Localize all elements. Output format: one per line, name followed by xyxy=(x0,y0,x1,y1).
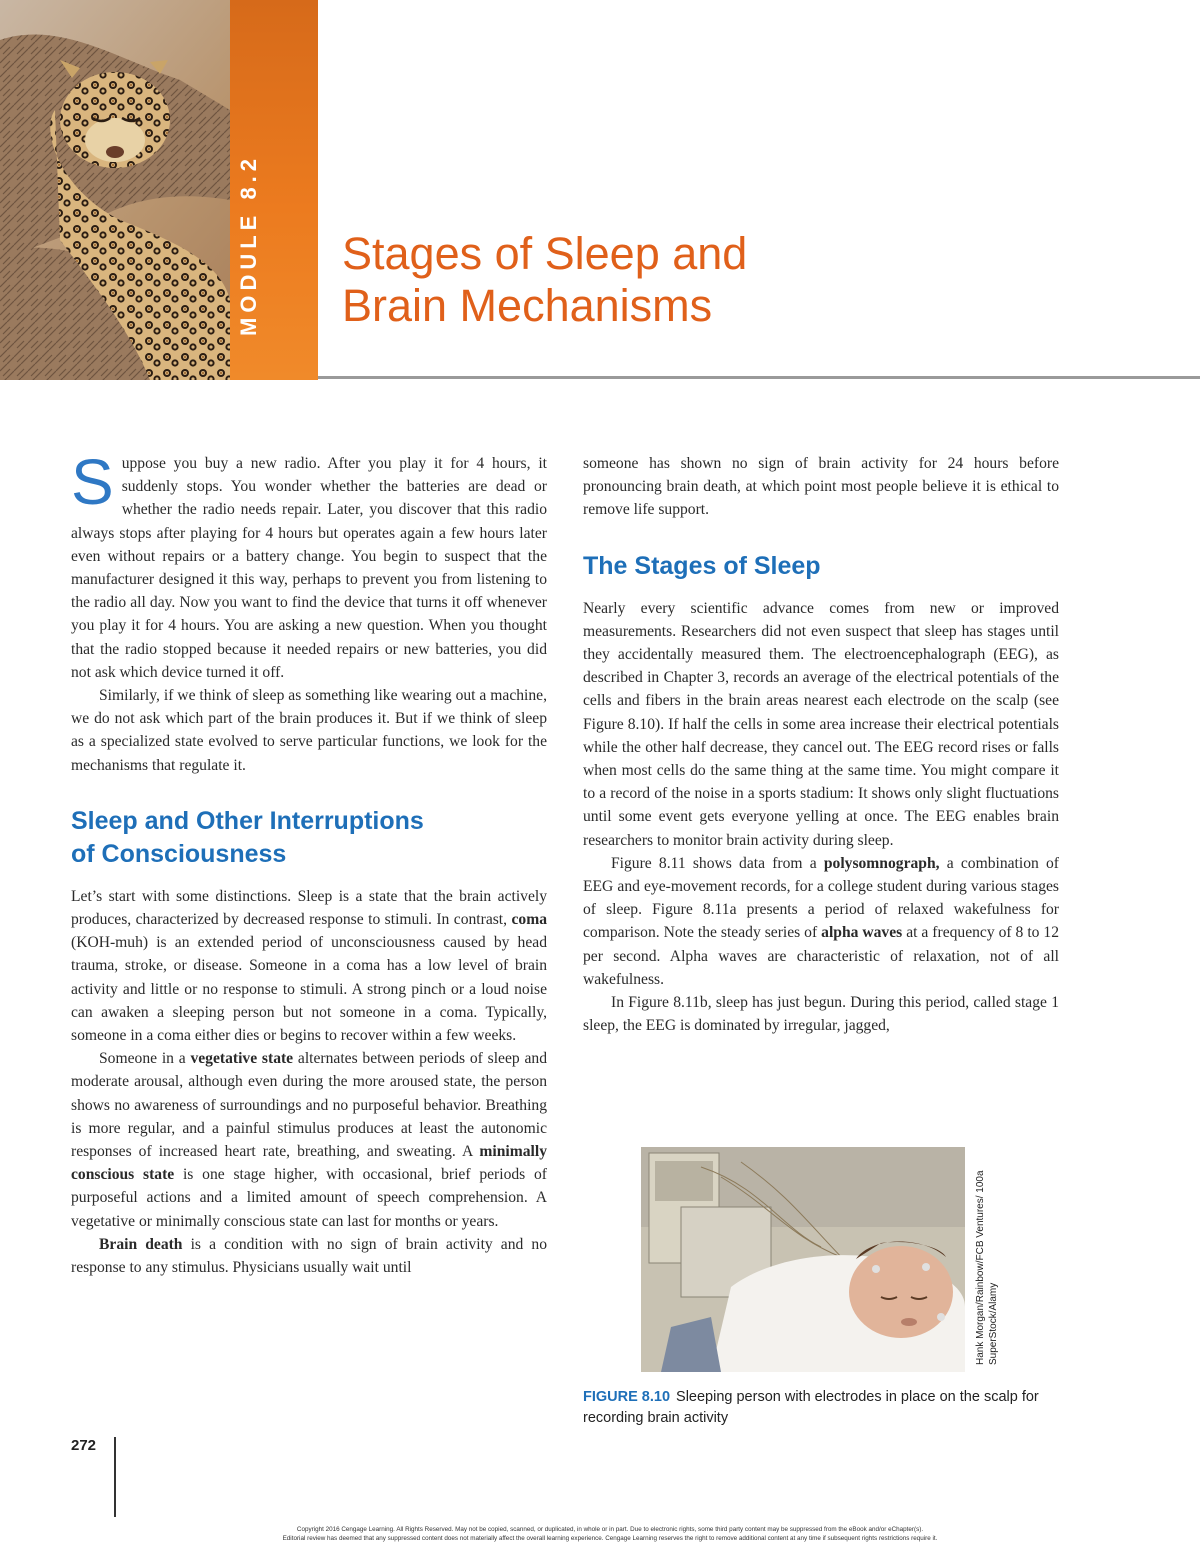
sleeping-person-photo xyxy=(641,1147,965,1372)
text-run: is one stage higher, with occasional, brief periods of purposeful actions and a limited amount of speech comprehension. A vegetative or minimally conscious state can last for months or years. xyxy=(71,1166,547,1230)
key-term-coma: coma xyxy=(511,911,547,929)
section-heading: The Stages of Sleep xyxy=(583,551,821,580)
module-label: MODULE 8.2 xyxy=(236,153,261,337)
intro-paragraph xyxy=(71,446,547,684)
key-term-brain-death: Brain death xyxy=(99,1235,183,1253)
paragraph xyxy=(71,1047,547,1233)
header-rule xyxy=(318,376,1200,379)
key-term-polysomnograph: polysomnograph, xyxy=(823,854,940,872)
text-run: is a condition with no sign of brain activity and no response to any stimulus. Physicians usually wait until xyxy=(71,1235,547,1277)
page-title-line-2: Brain Mechanisms xyxy=(342,280,713,331)
intro-text: uppose you buy a new radio. After you play it for 4 hours, it suddenly stops. You wonder whether the batteries are dead or whether the radio needs repair. Later, you discover that this radio always stops after playing for 4 hours but operates again a few hours later even without repairs or a battery change. You begin to suspect that the manufacturer designed it this way, perhaps to prevent you from listening to the radio all day. Now you want to find the device that turns it off whenever you play it for 4 hours. You are asking a new question. When you thought that the radio stopped because it needed repairs or new batteries, you did not ask which device turned it off. xyxy=(71,455,547,681)
figure-caption xyxy=(583,1387,1063,1429)
figure-number: FIGURE 8.10 xyxy=(583,1389,671,1405)
page-number-rule xyxy=(114,1437,116,1517)
section-heading-line-2: of Consciousness xyxy=(71,839,287,868)
paragraph xyxy=(71,885,547,1047)
section-heading xyxy=(71,805,547,871)
copyright-notice xyxy=(140,1525,1080,1543)
figure-caption-text: Sleeping person with electrodes in place on the scalp for recording brain activity xyxy=(583,1389,1039,1426)
text-run: at a frequency of 8 to 12 per second. Alpha waves are characteristic of relaxation, not of all wakefulness. xyxy=(583,924,1060,988)
text-run: a combination of EEG and eye-movement records, for a college student during various stages of sleep. Figure 8.11a presents a period of relaxed wakefulness for comparison. Note the steady series of xyxy=(583,854,1060,942)
copyright-line-2: Editorial review has deemed that any suppressed content does not materially affect the overall learning experience. Cengage Learning reserves the right to remove additional content at any time if subsequent rights restrictions require it. xyxy=(282,1535,938,1542)
paragraph: Nearly every scientific advance comes from new or improved measurements. Researchers did not even suspect that sleep has stages until they accidentally measured them. The electroencephalograph (EEG), as described in Chapter 3, records an average of the electrical potentials of the cells and fibers in the brain areas nearest each electrode on the scalp (see Figure 8.10). If half the cells in some area increase their electrical potentials while the other half decrease, they cancel out. The EEG record rises or falls when most cells do the same thing at the same time. You might compare it to a record of the noise in a sports stadium: It shows only slight fluctuations until some event gets everyone yelling at once. The EEG enables brain researchers to monitor brain activity during sleep. xyxy=(583,599,1059,849)
page-title-line-1: Stages of Sleep and xyxy=(342,228,748,279)
paragraph: In Figure 8.11b, sleep has just begun. During this period, called stage 1 sleep, the EEG is dominated by irregular, jagged, xyxy=(583,994,1059,1035)
key-term-minimally-conscious-state: minimally conscious state xyxy=(71,1143,547,1184)
key-term-vegetative-state: vegetative state xyxy=(190,1050,294,1068)
photo-credit: Hank Morgan/Rainbow/FCB Ventures/ 100a SuperStock/Alamy xyxy=(975,1170,999,1365)
copyright-line-1: Copyright 2016 Cengage Learning. All Rights Reserved. May not be copied, scanned, or duplicated, in whole or in part. Due to electronic rights, some third party content may be suppressed from the eBook and/or eChapter(s). xyxy=(296,1526,924,1533)
text-run: alternates between periods of sleep and moderate arousal, although even during the more aroused state, the person shows no awareness of surroundings and no purposeful behavior. Breathing is more regular, and a painful stimulus produces at least the autonomic responses of increased heart rate, breathing, and sweating. A xyxy=(71,1050,547,1161)
paragraph xyxy=(71,1233,547,1279)
page-title xyxy=(342,228,1102,332)
paragraph xyxy=(583,852,1059,991)
section-heading-line-1: Sleep and Other Interruptions xyxy=(71,806,424,835)
right-column xyxy=(583,452,1059,1037)
left-column xyxy=(71,446,547,1279)
paragraph: someone has shown no sign of brain activity for 24 hours before pronouncing brain death, at which point most people believe it is ethical to remove life support. xyxy=(583,455,1059,519)
drop-cap: S xyxy=(71,446,114,518)
text-run: Let’s start with some distinctions. Sleep is a state that the brain actively produces, characterized by decreased response to stimuli. In contrast, xyxy=(71,887,547,929)
text-run: (KOH-muh) is an extended period of unconsciousness caused by head trauma, stroke, or disease. Someone in a coma has a low level of brain activity and little or no response to stimuli. A strong pinch or a loud noise can awaken a sleeping person but not someone in a coma. Typically, someone in a coma either dies or begins to recover within a few weeks. xyxy=(71,934,547,1045)
page-number: 272 xyxy=(71,1437,97,1454)
paragraph: Similarly, if we think of sleep as something like wearing out a machine, we do not ask which part of the brain produces it. But if we think of sleep as a specialized state evolved to serve particular functions, we look for the mechanisms that regulate it. xyxy=(71,687,547,774)
text-run: Figure 8.11 shows data from a xyxy=(611,854,824,872)
text-run: Someone in a xyxy=(99,1050,191,1068)
key-term-alpha-waves: alpha waves xyxy=(821,924,903,942)
